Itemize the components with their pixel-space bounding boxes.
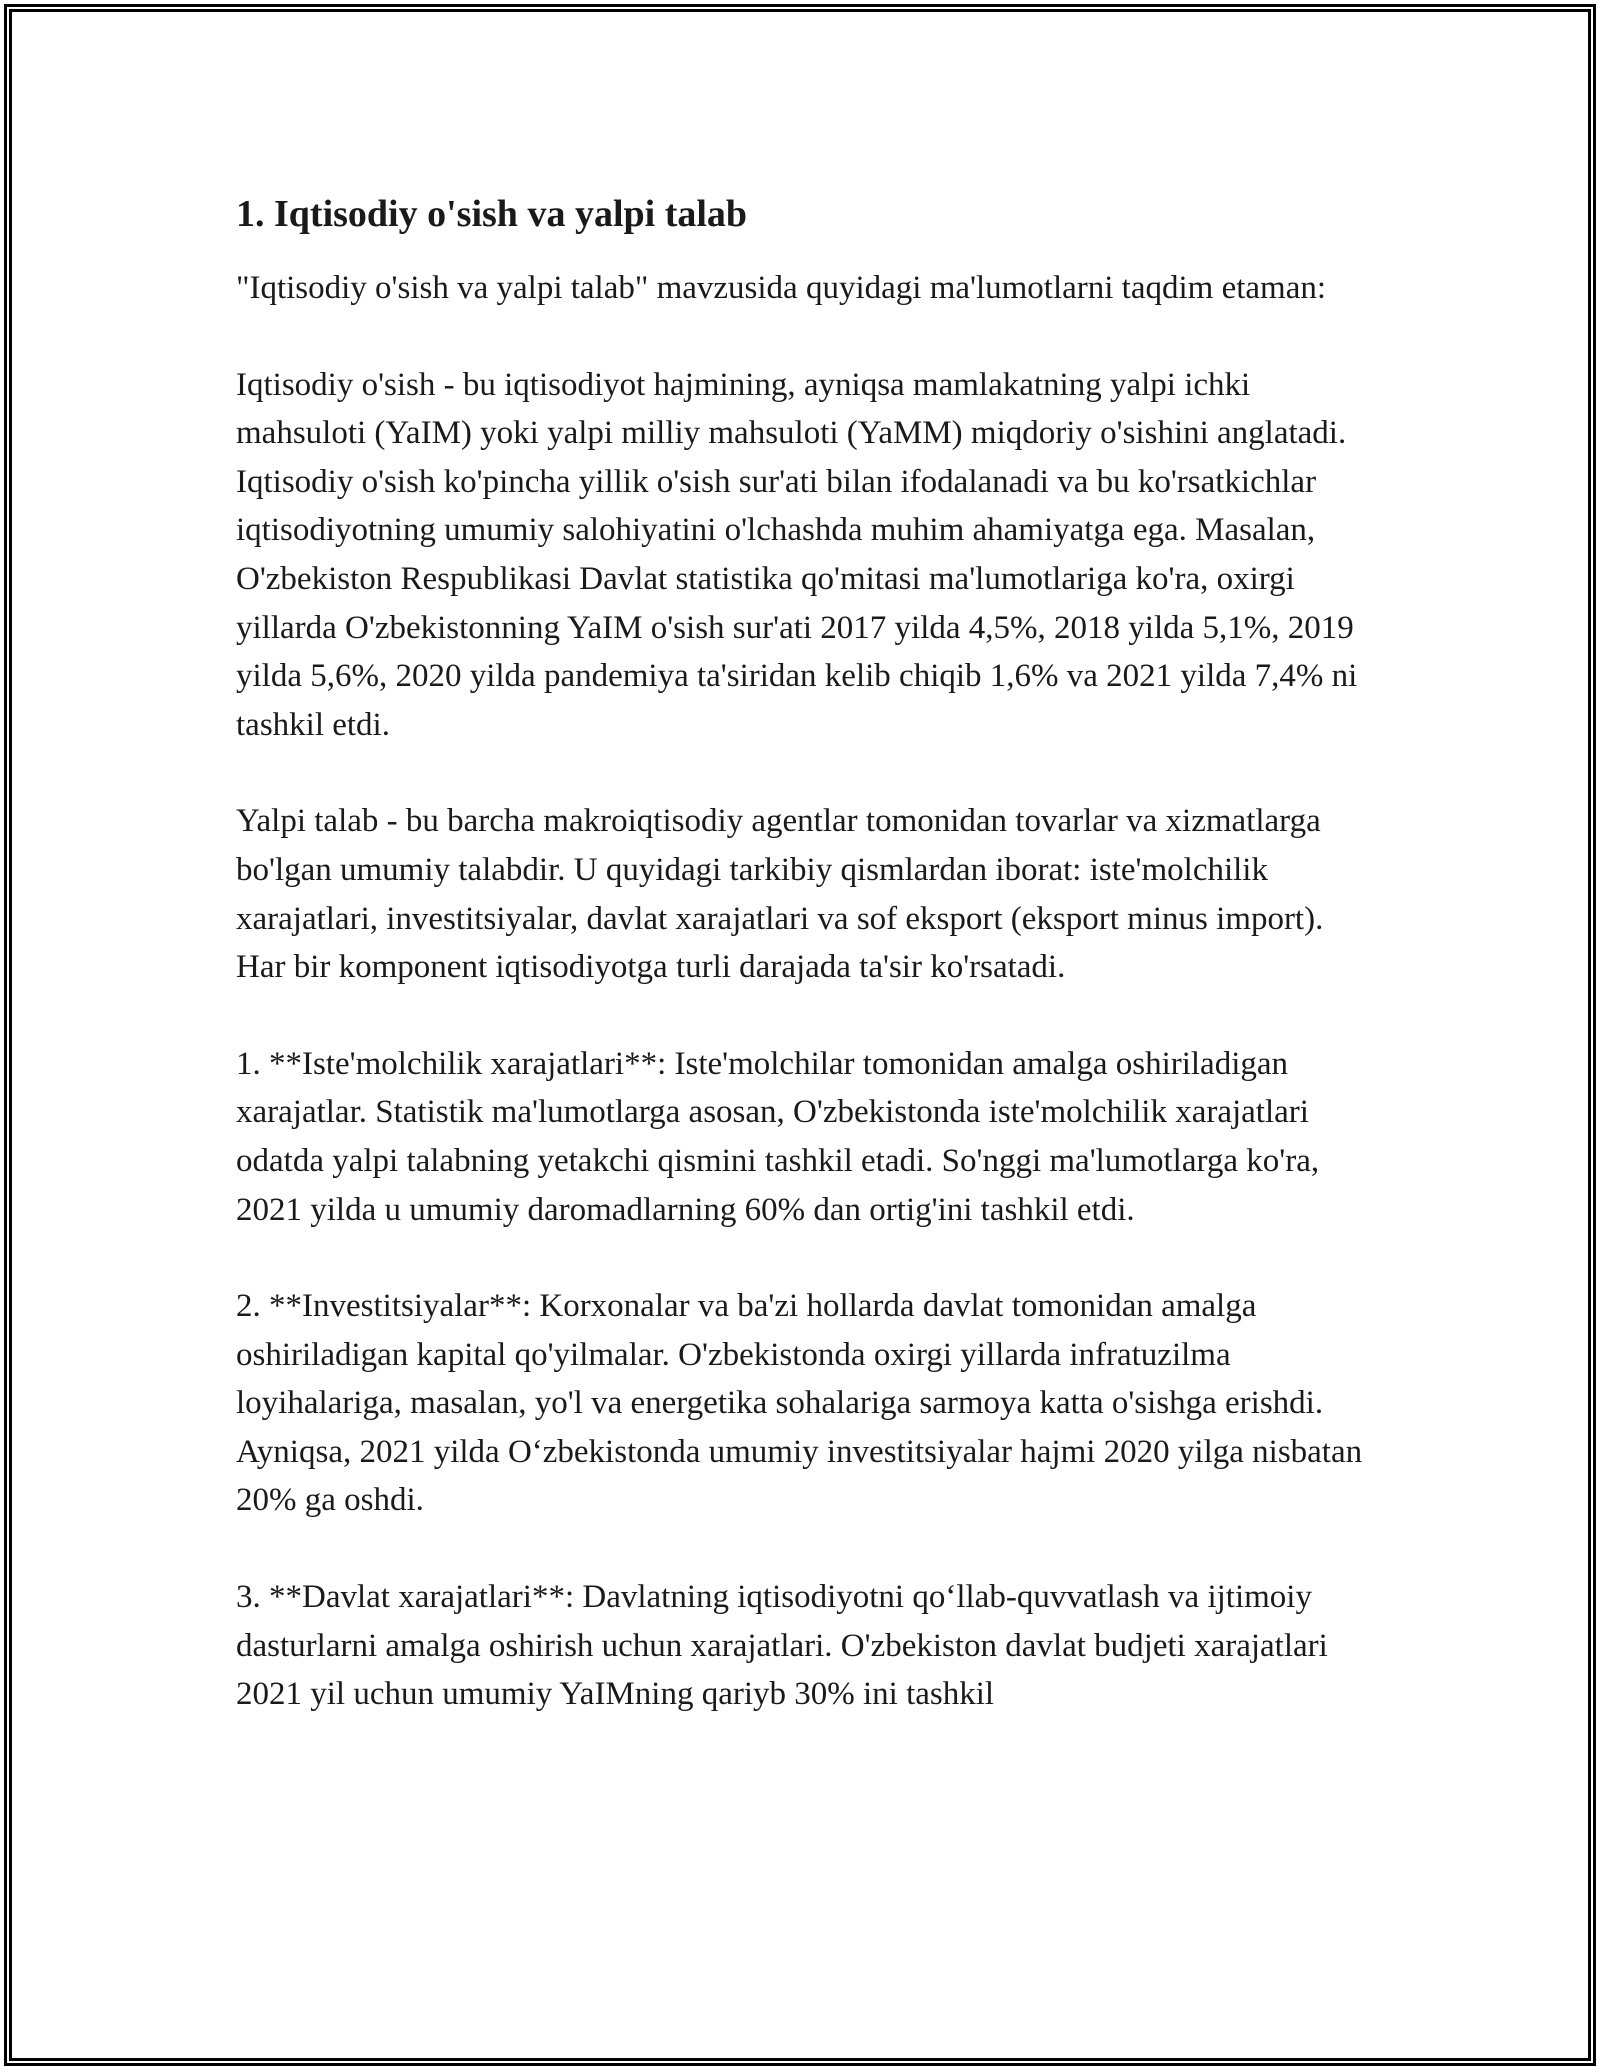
paragraph-consumer-spending: 1. **Iste'molchilik xarajatlari**: Iste'molchilar tomonidan amalga oshiriladigan xarajatlar. Statistik ma'lumotlarga asosan, O'zbekistonda iste'molchilik xarajatlari odatda yalpi talabning yetakchi qismini tashkil etadi. So'nggi ma'lumotlarga ko'ra, 2021 yilda u umumiy daromadlarning 60% dan ortig'ini tashkil etdi. (236, 1045, 1320, 1228)
paragraph-government-spending: 3. **Davlat xarajatlari**: Davlatning iqtisodiyotni qo‘llab-quvvatlash va ijtimoiy dasturlarni amalga oshirish uchun xarajatlari. O'zbekiston davlat budjeti xarajatlari 2021 yil uchun umumiy YaIMning qariyb 30% ini tashkil (236, 1579, 1328, 1713)
document-title: 1. Iqtisodiy o'sish va yalpi talab (236, 193, 748, 235)
paragraph-investments: 2. **Investitsiyalar**: Korxonalar va ba'zi hollarda davlat tomonidan amalga oshiriladigan kapital qo'yilmalar. O'zbekistonda oxirgi yillarda infratuzilma loyihalariga, masalan, yo'l va energetika sohalariga sarmoya katta o'sishga erishdi. Ayniqsa, 2021 yilda O‘zbekistonda umumiy investitsiyalar hajmi 2020 yilga nisbatan 20% ga oshdi. (236, 1288, 1363, 1519)
paragraph-aggregate-demand: Yalpi talab - bu barcha makroiqtisodiy agentlar tomonidan tovarlar va xizmatlarga bo'lgan umumiy talabdir. U quyidagi tarkibiy qismlardan iborat: iste'molchilik xarajatlari, investitsiyalar, davlat xarajatlari va sof eksport (eksport minus import). Har bir komponent iqtisodiyotga turli darajada ta'sir ko'rsatadi. (236, 803, 1324, 986)
paragraph-intro: "Iqtisodiy o'sish va yalpi talab" mavzusida quyidagi ma'lumotlarni taqdim etaman: (236, 270, 1327, 306)
paragraph-economic-growth: Iqtisodiy o'sish - bu iqtisodiyot hajmining, ayniqsa mamlakatning yalpi ichki mahsuloti (YaIM) yoki yalpi milliy mahsuloti (YaMM) miqdoriy o'sishini anglatadi. Iqtisodiy o'sish ko'pincha yillik o'sish sur'ati bilan ifodalanadi va bu ko'rsatkichlar iqtisodiyotning umumiy salohiyatini o'lchashda muhim ahamiyatga ega. Masalan, O'zbekiston Respublikasi Davlat statistika qo'mitasi ma'lumotlariga ko'ra, oxirgi yillarda O'zbekistonning YaIM o'sish sur'ati 2017 yilda 4,5%, 2018 yilda 5,1%, 2019 yilda 5,6%, 2020 yilda pandemiya ta'siridan kelib chiqib 1,6% va 2021 yilda 7,4% ni tashkil etdi. (236, 366, 1358, 743)
document-page (236, 186, 1376, 1767)
